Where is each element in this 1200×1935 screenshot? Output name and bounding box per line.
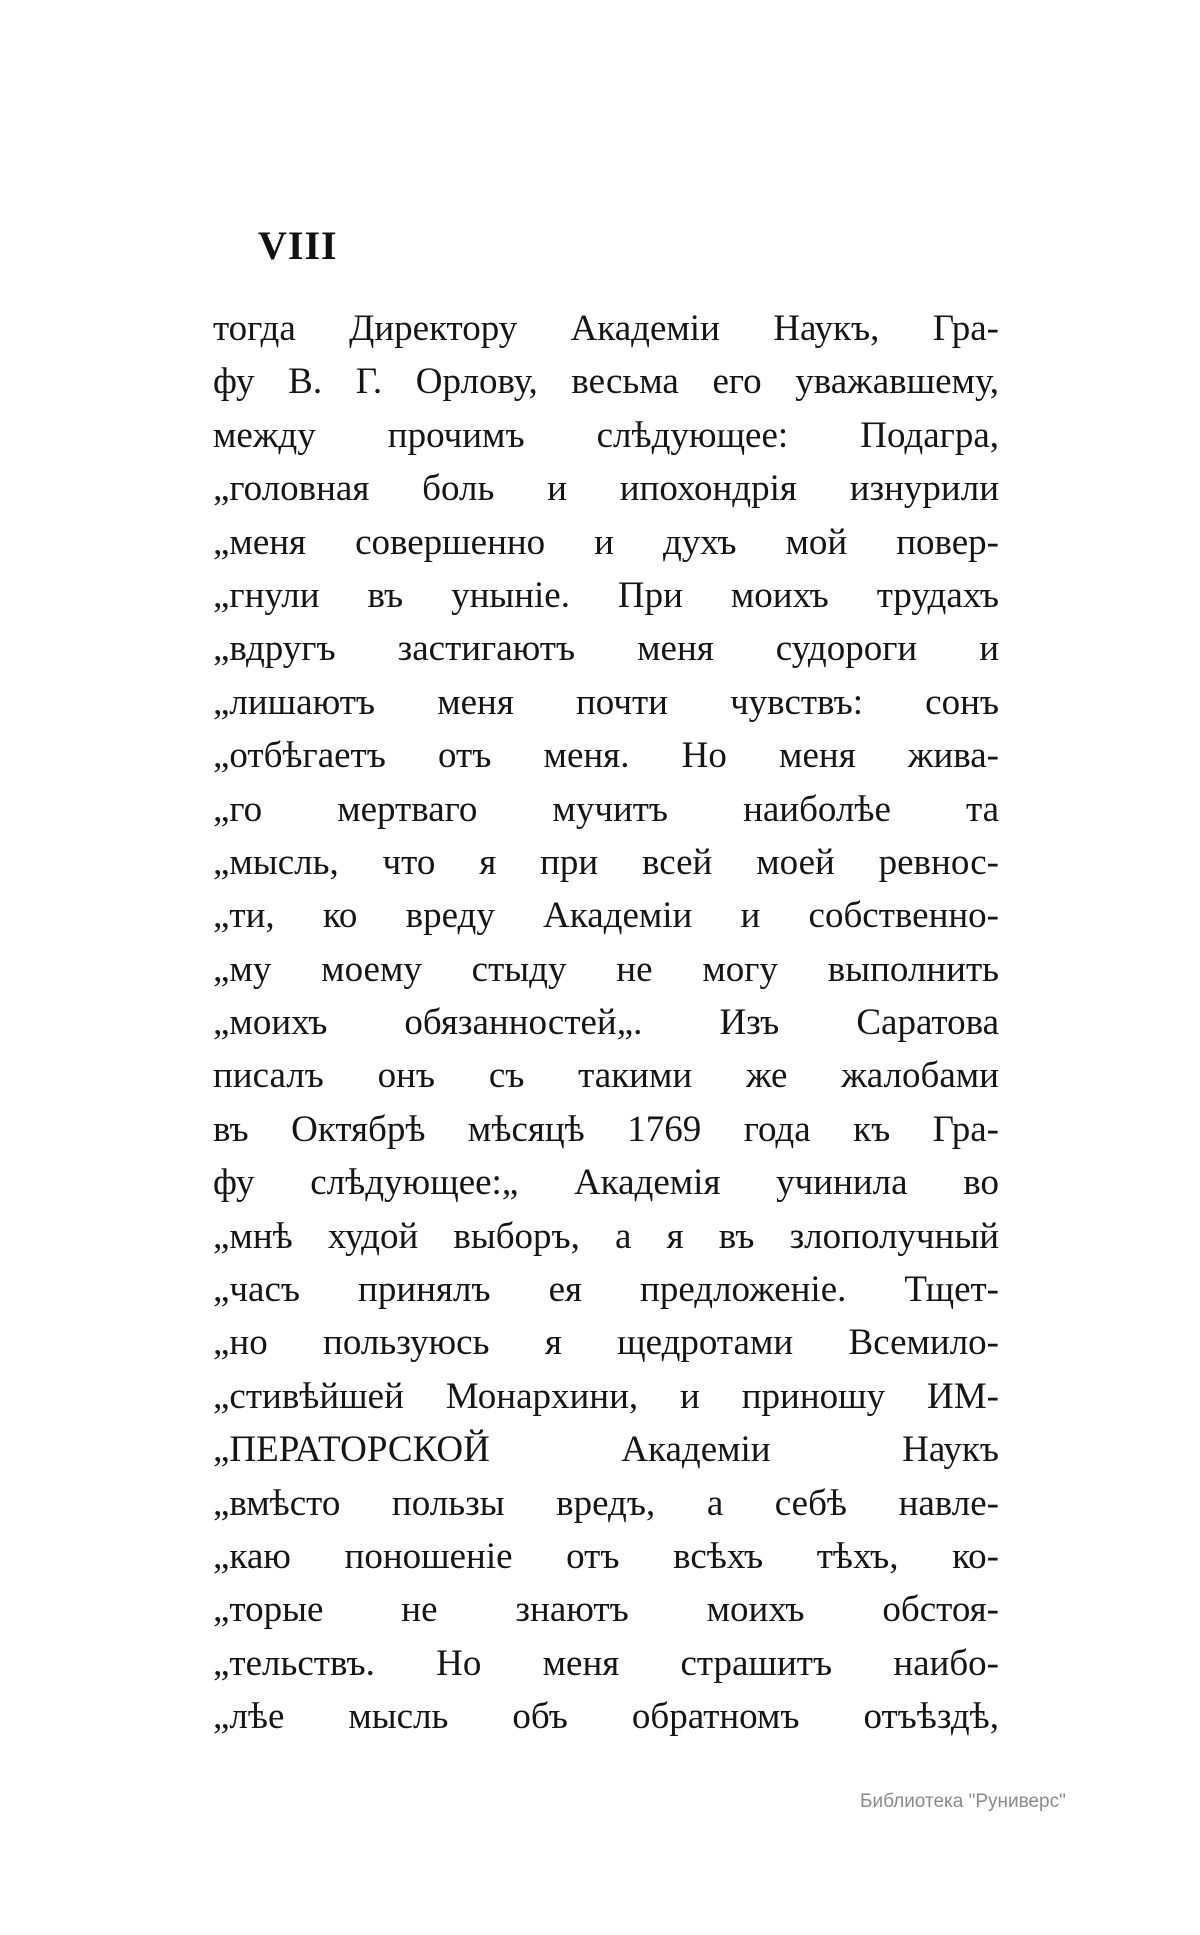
library-watermark: Библиотека "Руниверс" xyxy=(860,1791,1066,1812)
text-line: „торые не знаютъ моихъ обстоя- xyxy=(213,1589,999,1631)
text-line: „му моему стыду не могу выполнить xyxy=(213,948,999,990)
text-line: „гнули въ унынiе. При моихъ трудахъ xyxy=(213,574,999,616)
text-line: „ти, ко вреду Академiи и собственно- xyxy=(213,895,999,937)
text-line: „го мертваго мучитъ наиболѣе та xyxy=(213,788,999,830)
text-line: фу В. Г. Орлову, весьма его уважавшему, xyxy=(213,361,999,403)
text-line: „часъ принялъ ея предложенiе. Тщет- xyxy=(213,1269,999,1311)
text-line: „каю поношенiе отъ всѣхъ тѣхъ, ко- xyxy=(213,1535,999,1577)
text-line: „головная боль и ипохондрiя изнурили xyxy=(213,468,999,510)
text-line: тогда Директору Академiи Наукъ, Гра- xyxy=(213,308,999,349)
text-line: „стивѣйшей Монархини, и приношу ИМ- xyxy=(213,1375,999,1417)
text-line: „отбѣгаетъ отъ меня. Но меня жива- xyxy=(213,735,999,777)
text-line: „мнѣ худой выборъ, а я въ злополучный xyxy=(213,1215,999,1257)
text-line: „тельствъ. Но меня страшитъ наибо- xyxy=(213,1642,999,1684)
text-line: въ Октябрѣ мѣсяцѣ 1769 года къ Гра- xyxy=(213,1108,999,1150)
text-line: „вмѣсто пользы вредъ, а себѣ навле- xyxy=(213,1482,999,1524)
text-line: „лишаютъ меня почти чувствъ: сонъ xyxy=(213,681,999,723)
page-number: VIII xyxy=(258,223,338,268)
text-line: „ПЕРАТОРСКОЙ Академiи Наукъ xyxy=(213,1429,999,1471)
text-line: между прочимъ слѣдующее: Подагра, xyxy=(213,414,999,456)
text-line: „вдругъ застигаютъ меня судороги и xyxy=(213,628,999,670)
text-line: „лѣе мысль объ обратномъ отъѣздѣ, xyxy=(213,1696,999,1738)
text-line: „моихъ обязанностей„. Изъ Саратова xyxy=(213,1002,999,1044)
text-line: „меня совершенно и духъ мой повер- xyxy=(213,521,999,563)
text-line: фу слѣдующее:„ Академiя учинила во xyxy=(213,1162,999,1204)
body-text xyxy=(213,302,999,1744)
text-line: „но пользуюсь я щедротами Всемило- xyxy=(213,1322,999,1364)
text-line: писалъ онъ съ такими же жалобами xyxy=(213,1055,999,1097)
text-line: „мысль, что я при всей моей ревнос- xyxy=(213,841,999,883)
